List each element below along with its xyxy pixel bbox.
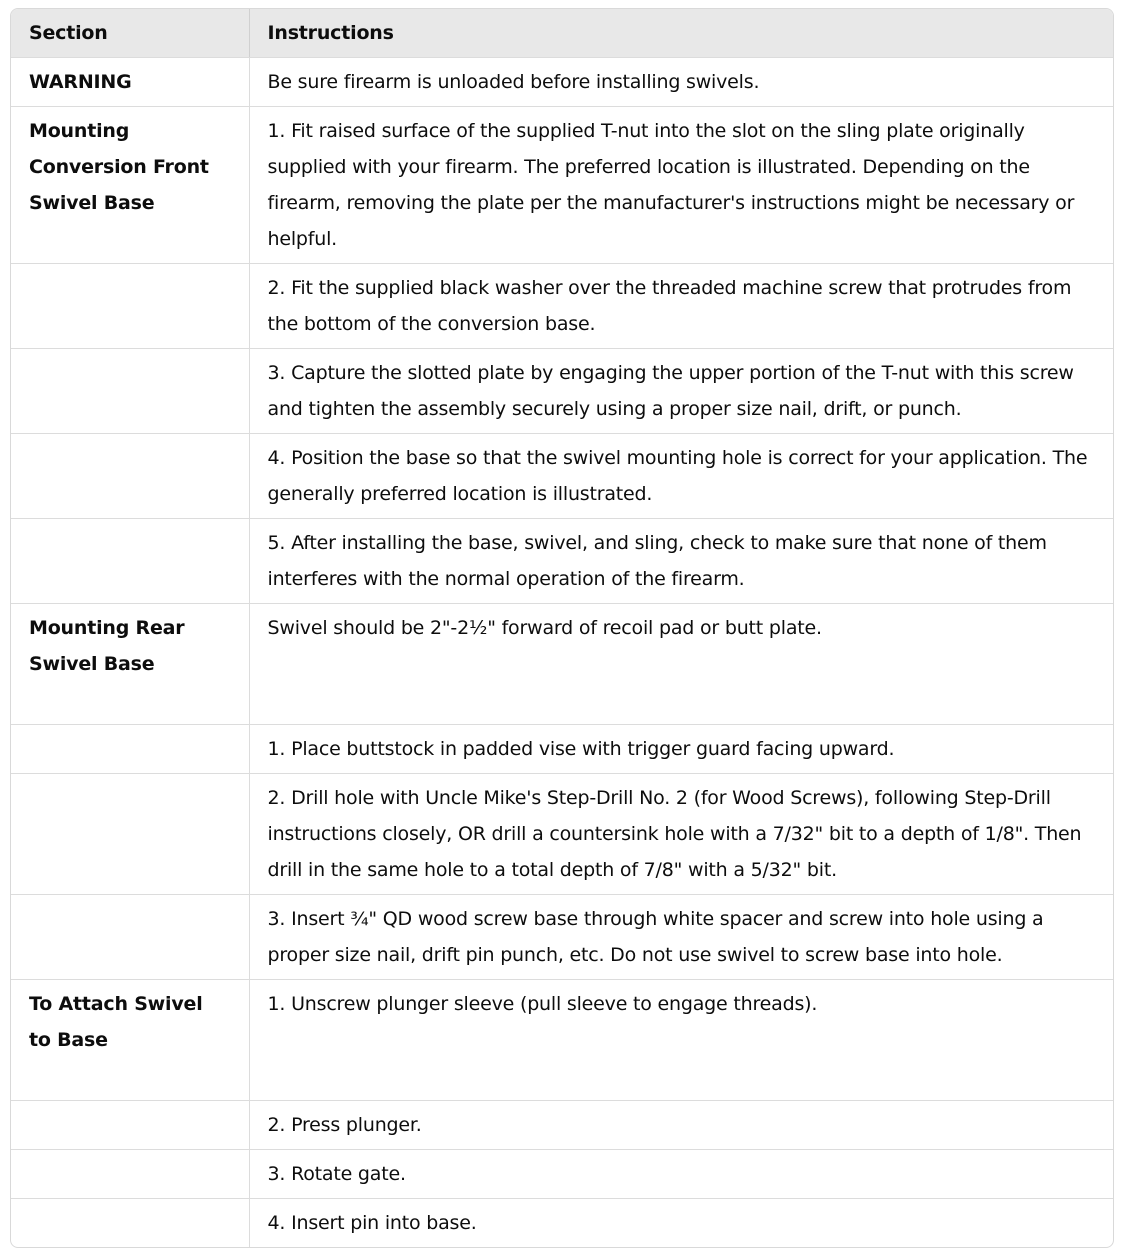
section-cell bbox=[11, 1101, 249, 1150]
section-cell bbox=[11, 1199, 249, 1248]
instructions-table-container bbox=[10, 8, 1114, 1248]
section-cell bbox=[11, 895, 249, 980]
table-row bbox=[11, 264, 1113, 349]
section-cell: WARNING bbox=[11, 58, 249, 107]
instruction-cell: 4. Insert pin into base. bbox=[267, 1212, 477, 1234]
instruction-cell: 5. After installing the base, swivel, and sling, check to make sure that none of them interferes with the normal operation of the firearm. bbox=[249, 519, 1113, 604]
column-header-section: Section bbox=[11, 9, 249, 58]
instruction-cell: Swivel should be 2"-2½" forward of recoil pad or butt plate. bbox=[249, 604, 1113, 725]
instruction-cell: 3. Rotate gate. bbox=[249, 1150, 1113, 1199]
section-cell bbox=[11, 519, 249, 604]
table-row bbox=[11, 1199, 1113, 1248]
table-row bbox=[11, 895, 1113, 980]
section-cell: Mounting Conversion Front Swivel Base bbox=[11, 107, 249, 264]
table-row bbox=[11, 980, 1113, 1101]
section-cell: Mounting Rear Swivel Base bbox=[11, 604, 249, 725]
instruction-cell: Be sure firearm is unloaded before installing swivels. bbox=[249, 58, 1113, 107]
table-row bbox=[11, 1150, 1113, 1199]
instruction-cell: 3. Capture the slotted plate by engaging the upper portion of the T-nut with this screw and tighten the assembly securely using a proper size nail, drift, or punch. bbox=[249, 349, 1113, 434]
section-cell: To Attach Swivel to Base bbox=[11, 980, 249, 1101]
instruction-cell: 1. Unscrew plunger sleeve (pull sleeve to engage threads). bbox=[249, 980, 1113, 1101]
instructions-table bbox=[11, 9, 1113, 1247]
table-row bbox=[11, 1101, 1113, 1150]
instruction-cell: 3. Insert ¾" QD wood screw base through white spacer and screw into hole using a proper size nail, drift pin punch, etc. Do not use swivel to screw base into hole. bbox=[249, 895, 1113, 980]
instruction-cell: 1. Fit raised surface of the supplied T-nut into the slot on the sling plate originally supplied with your firearm. The preferred location is illustrated. Depending on the firearm, removing the plate per the manufacturer's instructions might be necessary or helpful. bbox=[249, 107, 1113, 264]
table-header-row bbox=[11, 9, 1113, 58]
table-row bbox=[11, 774, 1113, 895]
table-row bbox=[11, 519, 1113, 604]
instruction-cell: 4. Position the base so that the swivel mounting hole is correct for your application. The generally preferred location is illustrated. bbox=[249, 434, 1113, 519]
section-cell bbox=[11, 1150, 249, 1199]
section-cell bbox=[11, 264, 249, 349]
instruction-cell: 2. Fit the supplied black washer over the threaded machine screw that protrudes from the bottom of the conversion base. bbox=[249, 264, 1113, 349]
section-cell bbox=[11, 434, 249, 519]
table-row bbox=[11, 604, 1113, 725]
section-cell bbox=[11, 774, 249, 895]
column-header-instructions: Instructions bbox=[249, 9, 1113, 58]
table-row bbox=[11, 434, 1113, 519]
section-cell bbox=[11, 349, 249, 434]
section-cell bbox=[11, 725, 249, 774]
table-row bbox=[11, 725, 1113, 774]
table-row bbox=[11, 58, 1113, 107]
instruction-cell: 1. Place buttstock in padded vise with trigger guard facing upward. bbox=[249, 725, 1113, 774]
table-row bbox=[11, 349, 1113, 434]
table-row bbox=[11, 107, 1113, 264]
instruction-cell: 2. Drill hole with Uncle Mike's Step-Drill No. 2 (for Wood Screws), following Step-Drill instructions closely, OR drill a countersink hole with a 7/32" bit to a depth of 1/8". Then drill in the same hole to a total depth of 7/8" with a 5/32" bit. bbox=[249, 774, 1113, 895]
instruction-cell: 2. Press plunger. bbox=[249, 1101, 1113, 1150]
